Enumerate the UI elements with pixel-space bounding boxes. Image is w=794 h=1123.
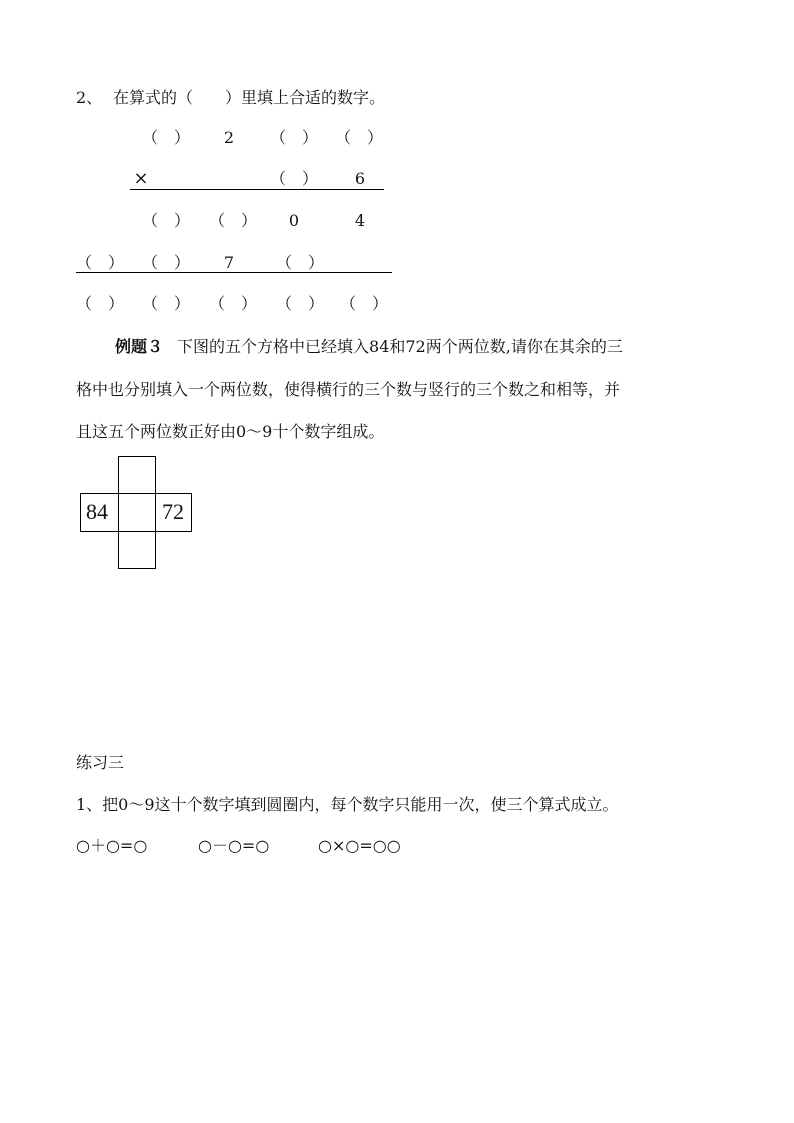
problem-number: 2、 [76,88,103,107]
blank-slot: （ ） [270,169,319,188]
equation-subtraction: ○－○=○ [198,836,270,855]
problem-statement: 在算式的（ ）里填上合适的数字。 [113,88,386,107]
example-label: 例题３ [115,337,164,356]
exercise-question-1: 1、把0～9这十个数字填到圆圈内，每个数字只能用一次，使三个算式成立。 [76,795,619,814]
equation-multiplication: ○×○=○○ [318,836,401,855]
exercise-heading: 练习三 [76,753,125,772]
grid-number-left: 84 [86,499,108,524]
blank-slot: （ ） [270,128,319,147]
digit: 6 [354,169,366,188]
blank-slot: （ ） [209,294,258,313]
grid-cell-left [80,493,119,532]
product-line [130,189,384,190]
blank-slot: （ ） [76,294,125,313]
digit: 0 [288,211,300,230]
digit: 2 [223,128,235,147]
digit: 4 [354,211,366,230]
blank-slot: （ ） [276,294,325,313]
grid-cell-top [118,456,156,494]
blank-slot: （ ） [142,211,191,230]
blank-slot: （ ） [142,294,191,313]
grid-cell-right [155,493,192,532]
sum-line [76,272,392,273]
grid-cell-center [118,493,156,532]
digit: 7 [223,253,235,272]
blank-slot: （ ） [209,211,258,230]
example-line-3: 且这五个两位数正好由0～9十个数字组成。 [76,422,385,441]
blank-slot: （ ） [142,253,191,272]
example-paragraph [115,337,623,357]
blank-slot: （ ） [340,294,389,313]
times-sign: × [133,168,149,189]
blank-slot: （ ） [142,128,191,147]
grid-number-right: 72 [162,499,184,524]
example-line-2: 格中也分别填入一个两位数，使得横行的三个数与竖行的三个数之和相等，并 [76,380,621,399]
example-line-1: 下图的五个方格中已经填入84和72两个两位数,请你在其余的三 [177,337,623,356]
equation-addition: ○＋○=○ [76,836,148,855]
grid-cell-bottom [118,531,156,569]
blank-slot: （ ） [76,253,125,272]
blank-slot: （ ） [335,128,384,147]
blank-slot: （ ） [276,253,325,272]
